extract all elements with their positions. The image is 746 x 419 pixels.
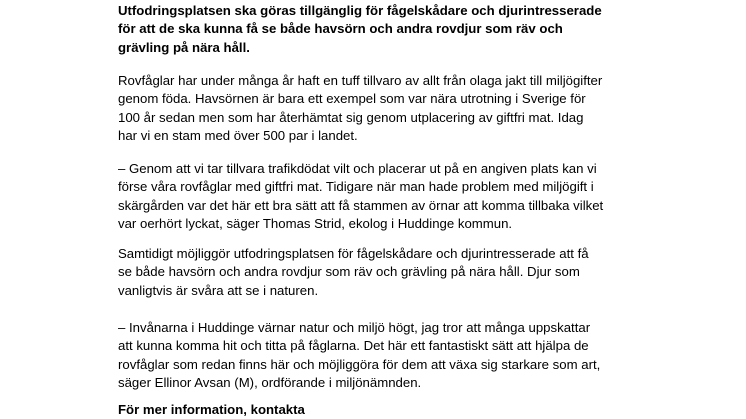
- text-line: se både havsörn och andra rovdjur som räv och grävling på nära håll. Djur som: [118, 264, 580, 280]
- text-line: genom föda. Havsörnen är bara ett exempel som var nära utrotning i Sverige för: [118, 91, 586, 107]
- lead-paragraph: [118, 2, 618, 57]
- lead-line: för att de ska kunna få se både havsörn och andra rovdjur som räv och: [118, 21, 563, 37]
- body-paragraph-raptors: [118, 72, 618, 146]
- contact-heading: [118, 401, 618, 419]
- text-line: rovfåglar som redan finns här och möjliggöra för dem att växa sig starkare som art,: [118, 356, 601, 372]
- text-line: Samtidigt möjliggör utfodringsplatsen för fågelskådare och djurintresserade att få: [118, 246, 589, 261]
- text-line: förse våra rovfåglar med giftfri mat. Tidigare när man hade problem med miljögift i: [118, 179, 594, 195]
- text-line: säger Ellinor Avsan (M), ordförande i miljönämnden.: [118, 375, 422, 391]
- lead-line: Utfodringsplatsen ska göras tillgänglig för fågelskådare och djurintresserade: [118, 3, 602, 18]
- text-line: har vi en stam med över 500 par i landet.: [118, 128, 358, 144]
- text-line: – Invånarna i Huddinge värnar natur och miljö högt, jag tror att många uppskattar: [118, 320, 591, 335]
- text-line: – Genom att vi tar tillvara trafikdödat vilt och placerar ut på en angiven plats kan vi: [118, 161, 597, 176]
- quote-thomas-strid: [118, 160, 618, 234]
- lead-line: grävling på nära håll.: [118, 39, 250, 55]
- contact-heading-text: För mer information, kontakta: [118, 402, 305, 417]
- text-line: 100 år sedan men som har återhämtat sig genom utplacering av giftfri mat. Idag: [118, 109, 584, 125]
- text-line: vanligtvis är svåra att se i naturen.: [118, 282, 319, 298]
- text-line: skärgården var det här ett bra sätt att få stammen av örnar att komma tillbaka vilket: [118, 197, 604, 213]
- text-line: att kunna komma hit och titta på fåglarna. Det här ett fantastiskt sätt att hjälpa de: [118, 338, 589, 354]
- text-line: Rovfåglar har under många år haft en tuff tillvaro av allt från olaga jakt till miljögifter: [118, 73, 603, 88]
- text-line: var oerhört lyckat, säger Thomas Strid, ekolog i Huddinge kommun.: [118, 216, 513, 232]
- body-paragraph-birdwatchers: [118, 245, 618, 300]
- quote-ellinor-avsan: [118, 319, 618, 393]
